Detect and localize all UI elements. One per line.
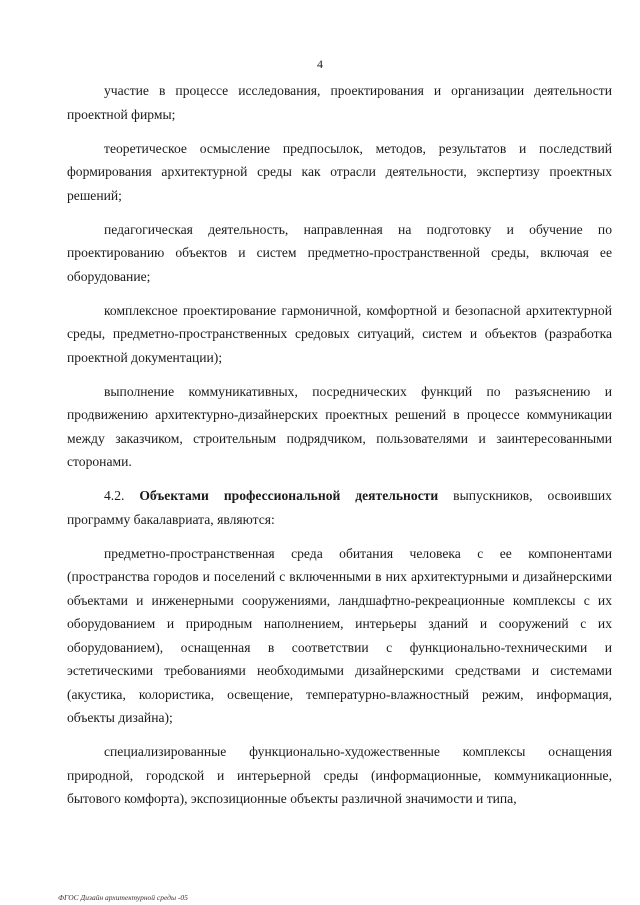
paragraph-pedagogical: педагогическая деятельность, направленная на подготовку и обучение по проектированию объектов и систем предметно-пространственной среды, включая ее оборудование;	[67, 221, 612, 284]
paragraph-complex-design: комплексное проектирование гармоничной, комфортной и безопасной архитектурной среды, предметно-пространственных средовых ситуаций, систем и объектов (разработка проектной документации);	[67, 302, 612, 365]
section-4-2	[67, 484, 612, 531]
section-number: 4.2.	[104, 488, 125, 503]
paragraph-communicative: выполнение коммуникативных, посреднических функций по разъяснению и продвижению архитектурно-дизайнерских проектных решений в процессе коммуникации между заказчиком, строительным подрядчиком, пользователями и заинтересованными сторонами.	[67, 383, 612, 469]
paragraph-participation: участие в процессе исследования, проектирования и организации деятельности проектной фирмы;	[67, 83, 612, 122]
section-bold-heading: Объектами профессиональной деятельности	[139, 488, 439, 503]
page-number: 4	[317, 57, 323, 71]
section-intro-text: выпускников, освоивших программу бакалавриата, являются:	[67, 488, 612, 527]
paragraph-environment: предметно-пространственная среда обитания человека с ее компонентами (пространства городов и поселений с включенными в них архитектурными и дизайнерскими объектами и инженерными сооружениями, ландшафтно-рекреационные комплексы с их оборудованием и природным наполнением, интерьеры зданий и сооружений с их оборудованием), оснащенная в соответствии с функционально-техническими и эстетическими требованиями необходимыми дизайнерскими средствами и системами (акустика, колористика, освещение, температурно-влажностный режим, информация, объекты дизайна);	[67, 545, 612, 725]
paragraph-specialized-complexes: специализированные функционально-художественные комплексы оснащения природной, городской и интерьерной среды (информационные, коммуникационные, бытового комфорта), экспозиционные объекты различной значимости и типа,	[67, 744, 612, 806]
paragraph-theoretical: теоретическое осмысление предпосылок, методов, результатов и последствий формирования архитектурной среды как отрасли деятельности, экспертизу проектных решений;	[67, 140, 612, 203]
page-footer: ФГОС Дизайн архитектурной среды -05	[58, 893, 188, 902]
document-body	[67, 79, 612, 821]
